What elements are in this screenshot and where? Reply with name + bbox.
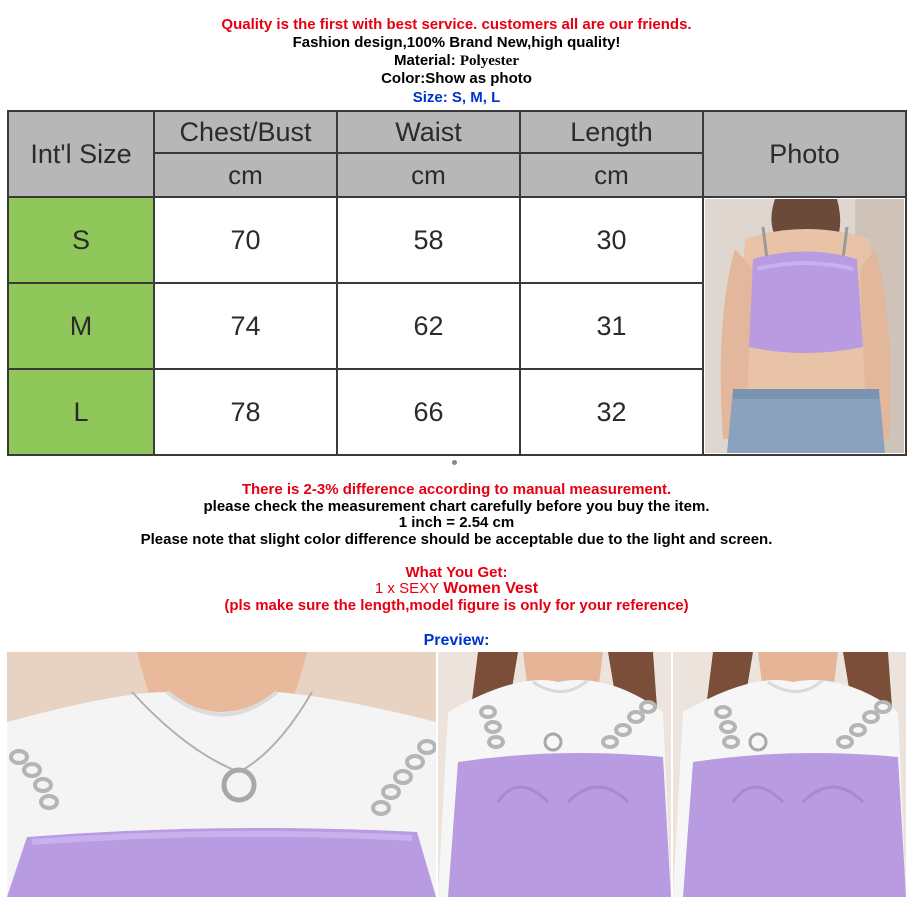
material-label: Material:: [394, 52, 456, 69]
preview-image-front-2: [673, 652, 906, 897]
size-label: Size:: [412, 89, 448, 106]
preview-label: Preview:: [423, 632, 490, 649]
table-row: [8, 197, 906, 283]
product-photo-cell: [703, 197, 906, 455]
color-note: Please note that slight color difference should be acceptable due to the light and screen.: [140, 531, 773, 548]
header-intl-size: Int'l Size: [8, 111, 154, 197]
size-line: [0, 89, 913, 106]
quality-line: Quality is the first with best service. customers all are our friends.: [221, 16, 692, 33]
preview-image-closeup: [7, 652, 436, 897]
fashion-line: Fashion design,100% Brand New,high quality!: [292, 34, 621, 51]
unit-length: cm: [520, 153, 703, 197]
length-cell: 30: [520, 197, 703, 283]
header-length: Length: [520, 111, 703, 153]
preview-image-front: [438, 652, 671, 897]
chest-cell: 74: [154, 283, 337, 369]
color-line: Color:Show as photo: [381, 70, 532, 87]
chest-cell: 70: [154, 197, 337, 283]
size-cell: S: [8, 197, 154, 283]
package-title: What You Get:: [405, 564, 508, 581]
chest-cell: 78: [154, 369, 337, 455]
package-item: [0, 580, 913, 597]
header-chest: Chest/Bust: [154, 111, 337, 153]
unit-waist: cm: [337, 153, 520, 197]
package-item-name: Women Vest: [443, 580, 539, 597]
waist-cell: 58: [337, 197, 520, 283]
waist-cell: 66: [337, 369, 520, 455]
preview-front-graphic: [438, 652, 671, 897]
waist-cell: 62: [337, 283, 520, 369]
package-reference: (pls make sure the length,model figure is only for your reference): [224, 597, 689, 614]
preview-front-graphic-2: [673, 652, 906, 897]
length-cell: 31: [520, 283, 703, 369]
preview-closeup-graphic: [7, 652, 436, 897]
size-chart-table: [7, 110, 907, 456]
difference-note: There is 2-3% difference according to manual measurement.: [241, 481, 672, 498]
header-photo: Photo: [703, 111, 906, 197]
product-photo: [705, 199, 904, 453]
carousel-dot: [452, 460, 457, 465]
package-item-prefix: 1 x SEXY: [374, 580, 440, 597]
material-line: [0, 52, 913, 70]
unit-chest: cm: [154, 153, 337, 197]
size-cell: M: [8, 283, 154, 369]
header-waist: Waist: [337, 111, 520, 153]
size-cell: L: [8, 369, 154, 455]
length-cell: 32: [520, 369, 703, 455]
check-note: please check the measurement chart carefully before you buy the item.: [203, 498, 710, 515]
size-value: S, M, L: [451, 89, 501, 106]
material-value: Polyester: [459, 53, 519, 69]
inch-note: 1 inch = 2.54 cm: [398, 514, 515, 531]
